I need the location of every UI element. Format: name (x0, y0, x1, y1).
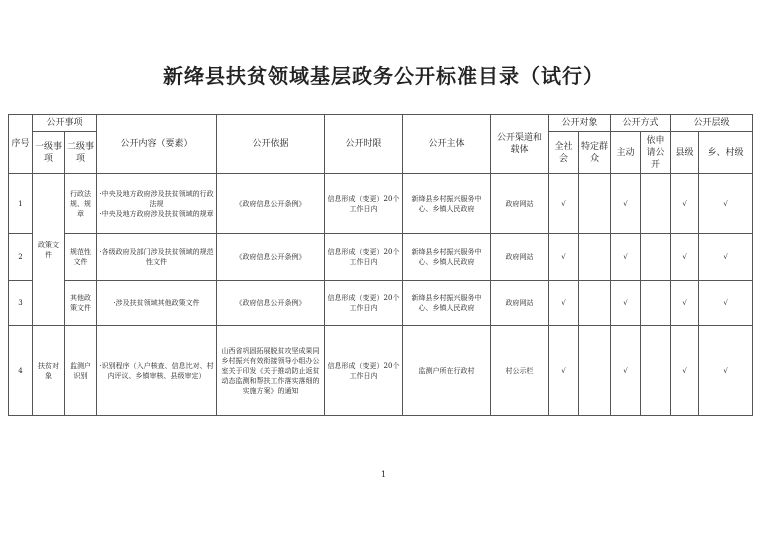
table-row (9, 326, 753, 416)
row-seq: 3 (9, 281, 33, 326)
header-matter-group: 公开事项 (33, 115, 97, 132)
row-channel: 政府网站 (491, 234, 549, 281)
catalog-table (8, 114, 753, 416)
table-row (9, 281, 753, 326)
row-channel: 政府网站 (491, 281, 549, 326)
row-lvl-town: √ (699, 174, 753, 234)
row-method-apply (641, 234, 671, 281)
header-content: 公开内容（要素） (97, 115, 217, 174)
row-level2: 规范性文件 (65, 234, 97, 281)
row-obj-specific (579, 281, 611, 326)
row-seq: 1 (9, 174, 33, 234)
row-obj-specific (579, 234, 611, 281)
header-method-active: 主动 (611, 132, 641, 174)
row-content: ·各级政府及部门涉及扶贫领域的规范性文件 (97, 234, 217, 281)
row-obj-all: √ (549, 326, 579, 416)
row-content: ·中央及地方政府涉及扶贫领域的行政法规 ·中央及地方政府涉及扶贫领域的规章 (97, 174, 217, 234)
row-level2: 监测户识别 (65, 326, 97, 416)
row-time: 信息形成（变更）20个工作日内 (325, 234, 403, 281)
header-time: 公开时限 (325, 115, 403, 174)
row-obj-all: √ (549, 234, 579, 281)
row-obj-specific (579, 174, 611, 234)
header-obj-all: 全社会 (549, 132, 579, 174)
header-object-group: 公开对象 (549, 115, 611, 132)
row-content: ·识别程序（入户核查、信息比对、村内评议、乡镇审核、县级审定） (97, 326, 217, 416)
row-level1: 政策文件 (33, 174, 65, 326)
row-seq: 4 (9, 326, 33, 416)
row-seq: 2 (9, 234, 33, 281)
header-subject: 公开主体 (403, 115, 491, 174)
header-lvl-county: 县级 (671, 132, 699, 174)
row-lvl-town: √ (699, 281, 753, 326)
row-obj-all: √ (549, 281, 579, 326)
header-seq: 序号 (9, 115, 33, 174)
header-level1: 一级事项 (33, 132, 65, 174)
row-time: 信息形成（变更）20个工作日内 (325, 326, 403, 416)
row-method-apply (641, 174, 671, 234)
page-number: 1 (380, 470, 387, 479)
header-obj-specific: 特定群众 (579, 132, 611, 174)
header-level-group: 公开层级 (671, 115, 753, 132)
row-level2: 行政法规、规章 (65, 174, 97, 234)
row-basis: 山西省巩固拓展脱贫攻坚成果同乡村振兴有效衔接领导小组办公室关于印发《关于推动防止返贫动态监测和帮扶工作落实落细的实施方案》的通知 (217, 326, 325, 416)
row-lvl-town: √ (699, 326, 753, 416)
row-level2: 其他政策文件 (65, 281, 97, 326)
row-basis: 《政府信息公开条例》 (217, 174, 325, 234)
row-method-apply (641, 281, 671, 326)
row-method-active: √ (611, 281, 641, 326)
row-lvl-county: √ (671, 281, 699, 326)
row-channel: 政府网站 (491, 174, 549, 234)
table-row (9, 234, 753, 281)
row-method-active: √ (611, 174, 641, 234)
row-basis: 《政府信息公开条例》 (217, 281, 325, 326)
row-basis: 《政府信息公开条例》 (217, 234, 325, 281)
row-subject: 新绛县乡村振兴服务中心、乡镇人民政府 (403, 174, 491, 234)
row-obj-all: √ (549, 174, 579, 234)
header-method-group: 公开方式 (611, 115, 671, 132)
row-time: 信息形成（变更）20个工作日内 (325, 281, 403, 326)
row-method-active: √ (611, 234, 641, 281)
row-method-active: √ (611, 326, 641, 416)
row-method-apply (641, 326, 671, 416)
document-title: 新绛县扶贫领域基层政务公开标准目录（试行） (163, 64, 604, 88)
row-channel: 村公示栏 (491, 326, 549, 416)
row-level1: 扶贫对象 (33, 326, 65, 416)
row-subject: 监测户所在行政村 (403, 326, 491, 416)
header-basis: 公开依据 (217, 115, 325, 174)
row-time: 信息形成（变更）20个工作日内 (325, 174, 403, 234)
row-content: ·涉及扶贫领域其他政策文件 (97, 281, 217, 326)
row-lvl-town: √ (699, 234, 753, 281)
header-channel: 公开渠道和载体 (491, 115, 549, 174)
row-lvl-county: √ (671, 174, 699, 234)
header-level2: 二级事项 (65, 132, 97, 174)
table-row (9, 174, 753, 234)
row-subject: 新绛县乡村振兴服务中心、乡镇人民政府 (403, 281, 491, 326)
row-lvl-county: √ (671, 326, 699, 416)
row-obj-specific (579, 326, 611, 416)
row-subject: 新绛县乡村振兴服务中心、乡镇人民政府 (403, 234, 491, 281)
header-lvl-town: 乡、村级 (699, 132, 753, 174)
row-lvl-county: √ (671, 234, 699, 281)
header-method-apply: 依申请公开 (641, 132, 671, 174)
